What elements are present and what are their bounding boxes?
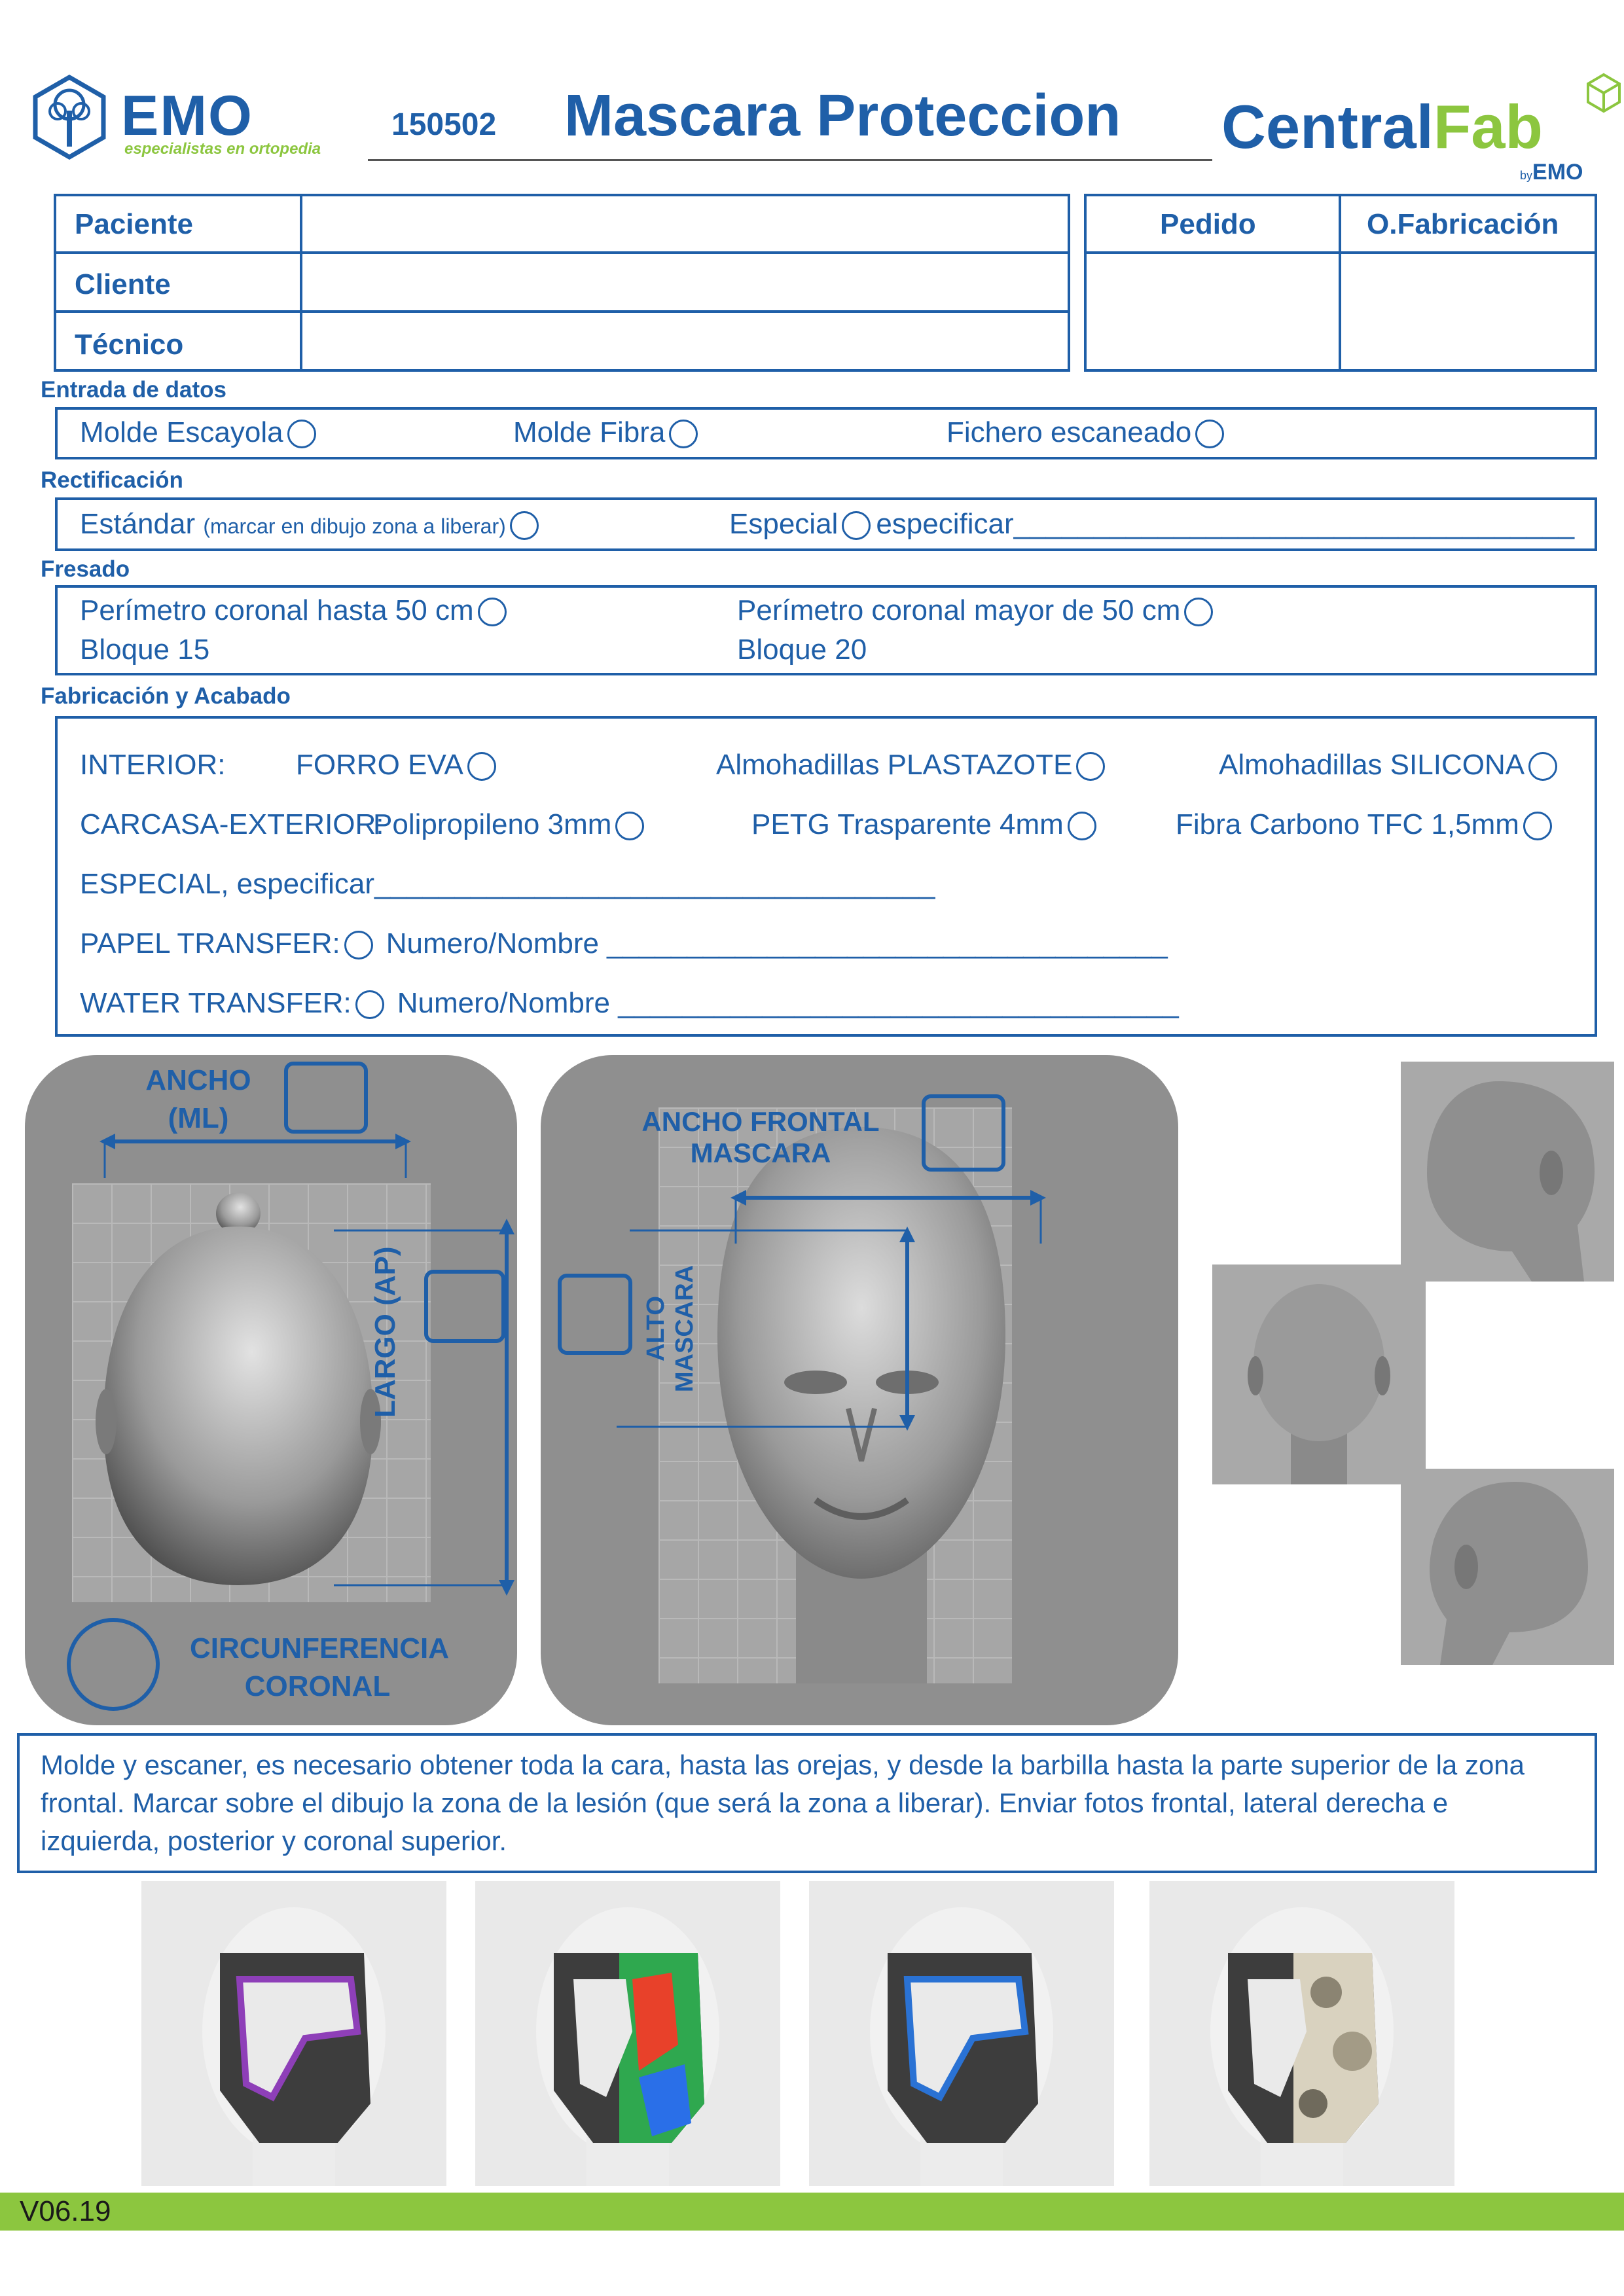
instructions-text: Molde y escaner, es necesario obtener toda la cara, hasta las orejas, y desde la barbilla hasta la parte superior de la zona frontal. Marcar sobre el dibujo la zona de la lesión (que será la zona a liberar). Enviar fotos frontal, lateral derecha e izquierda, posterior y coronal superior. xyxy=(41,1749,1525,1856)
order-row-divider xyxy=(1084,251,1597,254)
footer-bar xyxy=(0,2193,1624,2231)
water-transfer-label: WATER TRANSFER: xyxy=(80,987,352,1019)
cliente-label: Cliente xyxy=(75,268,171,300)
patient-row2-divider xyxy=(54,310,1070,313)
tree-icon xyxy=(30,75,109,160)
ancho-measure-arrow xyxy=(98,1126,412,1178)
rect-title: Rectificación xyxy=(41,467,183,493)
af-line2: MASCARA xyxy=(690,1138,831,1168)
fresado-opt2-label: Perímetro coronal mayor de 50 cm xyxy=(737,594,1181,626)
ancho-checkbox[interactable] xyxy=(284,1062,368,1134)
silicona-option[interactable] xyxy=(1219,749,1557,781)
ancho-frontal-checkbox[interactable] xyxy=(922,1094,1005,1172)
silicona-radio[interactable] xyxy=(1528,752,1557,781)
rect-esp-label: Especial xyxy=(729,508,839,540)
emo-tagline: especialistas en ortopedia xyxy=(124,140,321,158)
central-word: Central xyxy=(1221,92,1434,161)
molde-escayola-radio[interactable] xyxy=(287,420,316,448)
fresado-title: Fresado xyxy=(41,556,130,582)
estandar-radio[interactable] xyxy=(510,511,539,540)
rect-esp[interactable] xyxy=(729,508,1574,541)
alto-mascara-label xyxy=(641,1257,699,1401)
af-line1: ANCHO FRONTAL xyxy=(641,1106,880,1137)
fresado-opt1b: Bloque 15 xyxy=(80,634,210,666)
fresado-opt1[interactable] xyxy=(80,594,507,627)
polipropileno-label: Polipropileno 3mm xyxy=(373,808,612,840)
rect-std-label: Estándar xyxy=(80,508,196,540)
rect-esp-specify[interactable]: especificar___________________________________ xyxy=(876,508,1575,540)
centralfab-logo xyxy=(1221,92,1543,162)
rect-std-note: (marcar en dibujo zona a liberar) xyxy=(203,514,506,538)
molde-fibra-radio[interactable] xyxy=(669,420,698,448)
entrada-title: Entrada de datos xyxy=(41,377,226,403)
emo-brand: EMO xyxy=(121,84,253,147)
perimetro-mayor-50-radio[interactable] xyxy=(1184,598,1213,626)
papel-transfer-radio[interactable] xyxy=(344,931,373,960)
especial-specify[interactable]: ESPECIAL, especificar___________________________________ xyxy=(80,868,935,900)
cliente-field[interactable] xyxy=(305,257,1066,308)
petg-option[interactable] xyxy=(751,808,1096,841)
emo-logo xyxy=(30,75,109,160)
entrada-opt2[interactable] xyxy=(513,416,698,449)
silicona-label: Almohadillas SILICONA xyxy=(1219,749,1525,781)
tecnico-field[interactable] xyxy=(305,315,1066,368)
head-back-view-image xyxy=(1212,1265,1426,1484)
entrada-opt1-label: Molde Escayola xyxy=(80,416,283,448)
mask-photo-color-pattern xyxy=(475,1881,780,2186)
pedido-label: Pedido xyxy=(1160,208,1256,240)
alto-line1: ALTO xyxy=(642,1296,670,1361)
ofab-label: O.Fabricación xyxy=(1367,208,1559,240)
ancho-line1: ANCHO xyxy=(145,1064,251,1096)
water-numero[interactable]: Numero/Nombre ___________________________________ xyxy=(397,987,1179,1019)
form-code: 150502 xyxy=(391,107,497,142)
fresado-opt2b: Bloque 20 xyxy=(737,634,867,666)
fibra-carbono-radio[interactable] xyxy=(1523,812,1552,840)
fichero-escaneado-radio[interactable] xyxy=(1195,420,1224,448)
fibra-carbono-option[interactable] xyxy=(1176,808,1552,841)
fresado-opt1-label: Perímetro coronal hasta 50 cm xyxy=(80,594,474,626)
pedido-field[interactable] xyxy=(1089,257,1335,368)
ofab-field[interactable] xyxy=(1344,257,1593,368)
fab-word: Fab xyxy=(1433,92,1543,161)
papel-transfer-option[interactable] xyxy=(80,927,1168,960)
perimetro-50-radio[interactable] xyxy=(478,598,507,626)
circunferencia-radio[interactable] xyxy=(67,1618,160,1711)
plastazote-label: Almohadillas PLASTAZOTE xyxy=(716,749,1073,781)
petg-label: PETG Trasparente 4mm xyxy=(751,808,1064,840)
forro-eva-radio[interactable] xyxy=(467,752,496,781)
order-col-divider xyxy=(1339,194,1341,372)
interior-label: INTERIOR: xyxy=(80,749,226,781)
title-underline xyxy=(368,159,1212,161)
largo-label: LARGO (AP) xyxy=(369,1246,401,1418)
ancho-frontal-label xyxy=(636,1106,885,1169)
alto-line2: MASCARA xyxy=(671,1265,698,1393)
entrada-opt2-label: Molde Fibra xyxy=(513,416,666,448)
entrada-opt3[interactable] xyxy=(947,416,1224,449)
paciente-label: Paciente xyxy=(75,208,193,240)
circ-line1: CIRCUNFERENCIA xyxy=(190,1632,449,1664)
by-emo xyxy=(1520,160,1583,185)
circunferencia-label xyxy=(190,1630,449,1706)
tecnico-label: Técnico xyxy=(75,329,184,361)
fresado-opt2[interactable] xyxy=(737,594,1213,627)
plastazote-radio[interactable] xyxy=(1076,752,1105,781)
version-label: V06.19 xyxy=(20,2195,111,2227)
carcasa-label: CARCASA-EXTERIOR: xyxy=(80,808,384,840)
polipropileno-option[interactable] xyxy=(373,808,644,841)
by-label: by xyxy=(1520,169,1533,182)
page-title: Mascara Proteccion xyxy=(564,83,1121,149)
mask-photo-purple xyxy=(141,1881,446,2186)
largo-measure-arrow xyxy=(327,1217,524,1597)
entrada-opt3-label: Fichero escaneado xyxy=(947,416,1192,448)
water-transfer-option[interactable] xyxy=(80,987,1179,1020)
especial-radio[interactable] xyxy=(842,511,871,540)
plastazote-option[interactable] xyxy=(716,749,1105,781)
forro-eva-label: FORRO EVA xyxy=(296,749,463,781)
by-brand: EMO xyxy=(1532,160,1583,185)
rect-std[interactable] xyxy=(80,508,539,541)
papel-transfer-label: PAPEL TRANSFER: xyxy=(80,927,340,960)
petg-radio[interactable] xyxy=(1068,812,1096,840)
ancho-line2: (ML) xyxy=(168,1102,229,1134)
water-transfer-radio[interactable] xyxy=(355,990,384,1019)
forro-eva-option[interactable] xyxy=(296,749,496,781)
circ-line2: CORONAL xyxy=(244,1670,391,1702)
cube-icon xyxy=(1585,72,1622,119)
head-left-view-image xyxy=(1401,1469,1614,1665)
mask-photo-camo xyxy=(1149,1881,1454,2186)
papel-numero[interactable]: Numero/Nombre ___________________________________ xyxy=(386,927,1168,960)
patient-row1-divider xyxy=(54,251,1070,254)
entrada-opt1[interactable] xyxy=(80,416,316,449)
paciente-field[interactable] xyxy=(305,198,1066,249)
fibra-carbono-label: Fibra Carbono TFC 1,5mm xyxy=(1176,808,1519,840)
fab-title: Fabricación y Acabado xyxy=(41,683,291,709)
head-right-view-image xyxy=(1401,1062,1614,1282)
patient-col-divider xyxy=(300,194,302,372)
mask-photo-blue xyxy=(809,1881,1114,2186)
polipropileno-radio[interactable] xyxy=(615,812,644,840)
